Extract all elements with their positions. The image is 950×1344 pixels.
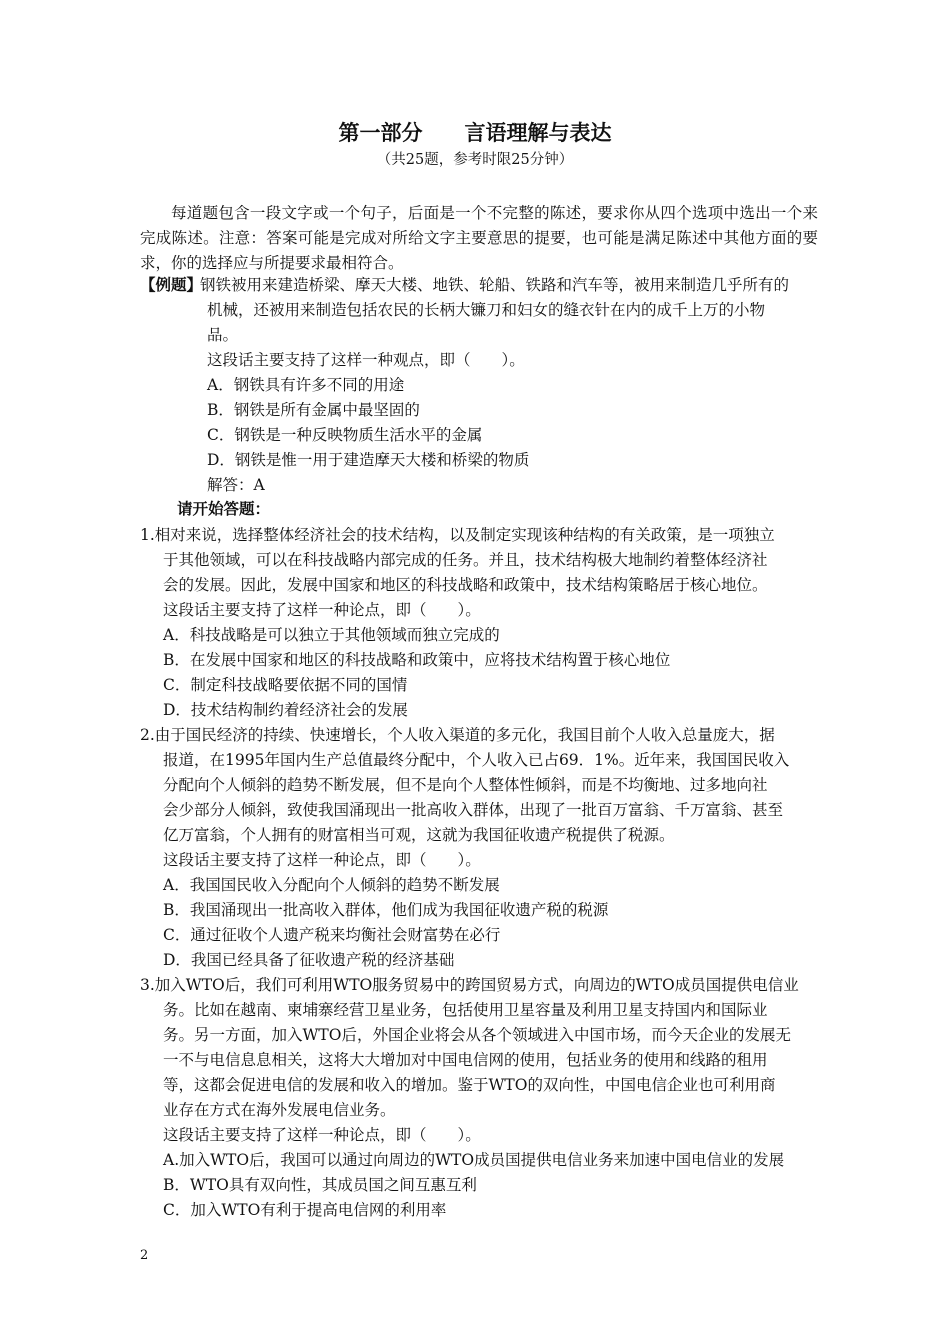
page-number: 2 [140,1248,149,1263]
question-2-text-line: 报道，在1995年国内生产总值最终分配中，个人收入已占69．1%。近年来，我国国民收入 [163,751,790,769]
example-text-line: 品。 [207,326,239,344]
question-1-prompt: 这段话主要支持了这样一种论点，即（ ）。 [163,601,481,619]
question-3-option: C．加入WTO有利于提高电信网的利用率 [163,1201,447,1219]
question-3-text-line: 3.加入WTO后，我们可利用WTO服务贸易中的跨国贸易方式，向周边的WTO成员国提供电信业 [140,976,799,994]
question-2-prompt: 这段话主要支持了这样一种论点，即（ ）。 [163,851,481,869]
example-text-line: 钢铁被用来建造桥梁、摩天大楼、地铁、轮船、铁路和汽车等，被用来制造几乎所有的 [200,276,790,294]
question-2-text-line: 亿万富翁，个人拥有的财富相当可观，这就为我国征收遗产税提供了税源。 [163,826,675,844]
example-label: 【例题】 [140,276,203,294]
question-3-text-line: 一不与电信息息相关，这将大大增加对中国电信网的使用，包括业务的使用和线路的租用 [163,1051,768,1069]
example-option: C．钢铁是一种反映物质生活水平的金属 [207,426,483,444]
example-text-line: 机械，还被用来制造包括农民的长柄大镰刀和妇女的缝衣针在内的成千上万的小物 [207,301,766,319]
page-subtitle: （共25题，参考时限25分钟） [376,152,574,168]
page-title: 第一部分 言语理解与表达 [338,121,612,145]
example-option: B．钢铁是所有金属中最坚固的 [207,401,420,419]
question-1-text-line: 1.相对来说，选择整体经济社会的技术结构，以及制定实现该种结构的有关政策，是一项独立 [140,526,775,544]
example-answer: 解答：A [207,476,265,494]
example-option: D．钢铁是惟一用于建造摩天大楼和桥梁的物质 [207,451,530,469]
question-1-text-line: 于其他领域，可以在科技战略内部完成的任务。并且，技术结构极大地制约着整体经济社 [163,551,768,569]
question-2-text-line: 分配向个人倾斜的趋势不断发展，但不是向个人整体性倾斜，而是不均衡地、过多地向社 [163,776,768,794]
question-3-text-line: 等，这都会促进电信的发展和收入的增加。鉴于WTO的双向性，中国电信企业也可利用商 [163,1076,776,1094]
question-2-text-line: 会少部分人倾斜，致使我国涌现出一批高收入群体，出现了一批百万富翁、千万富翁、甚至 [163,801,784,819]
question-1-text-line: 会的发展。因此，发展中国家和地区的科技战略和政策中，技术结构策略居于核心地位。 [163,576,768,594]
question-2-option: A．我国国民收入分配向个人倾斜的趋势不断发展 [163,876,500,894]
question-1-option: D．技术结构制约着经济社会的发展 [163,701,408,719]
example-question: 这段话主要支持了这样一种观点，即（ ）。 [207,351,525,369]
start-label: 请开始答题： [177,500,271,518]
example-option: A．钢铁具有许多不同的用途 [207,376,405,394]
question-2-option: D．我国已经具备了征收遗产税的经济基础 [163,951,455,969]
question-3-text-line: 务。另一方面，加入WTO后，外国企业将会从各个领域进入中国市场，而今天企业的发展无 [163,1026,791,1044]
question-3-text-line: 务。比如在越南、柬埔寨经营卫星业务，包括使用卫星容量及利用卫星支持国内和国际业 [163,1001,768,1019]
question-2-option: C．通过征收个人遗产税来均衡社会财富势在必行 [163,926,501,944]
instructions-paragraph: 每道题包含一段文字或一个句子，后面是一个不完整的陈述，要求你从四个选项中选出一个来完成陈述。注意：答案可能是完成对所给文字主要意思的提要，也可能是满足陈述中其他方面的要求，你的选择应与所提要求最相符合。 [140,204,818,272]
question-1-option: B．在发展中国家和地区的科技战略和政策中，应将技术结构置于核心地位 [163,651,671,669]
question-3-option: A.加入WTO后，我国可以通过向周边的WTO成员国提供电信业务来加速中国电信业的发展 [163,1151,785,1169]
question-1-option: C．制定科技战略要依据不同的国情 [163,676,408,694]
question-3-prompt: 这段话主要支持了这样一种论点，即（ ）。 [163,1126,481,1144]
question-2-option: B．我国涌现出一批高收入群体，他们成为我国征收遗产税的税源 [163,901,609,919]
question-3-text-line: 业存在方式在海外发展电信业务。 [163,1101,396,1119]
question-1-option: A．科技战略是可以独立于其他领域而独立完成的 [163,626,500,644]
question-3-option: B．WTO具有双向性，其成员国之间互惠互利 [163,1176,477,1194]
question-2-text-line: 2.由于国民经济的持续、快速增长，个人收入渠道的多元化，我国目前个人收入总量庞大，据 [140,726,775,744]
